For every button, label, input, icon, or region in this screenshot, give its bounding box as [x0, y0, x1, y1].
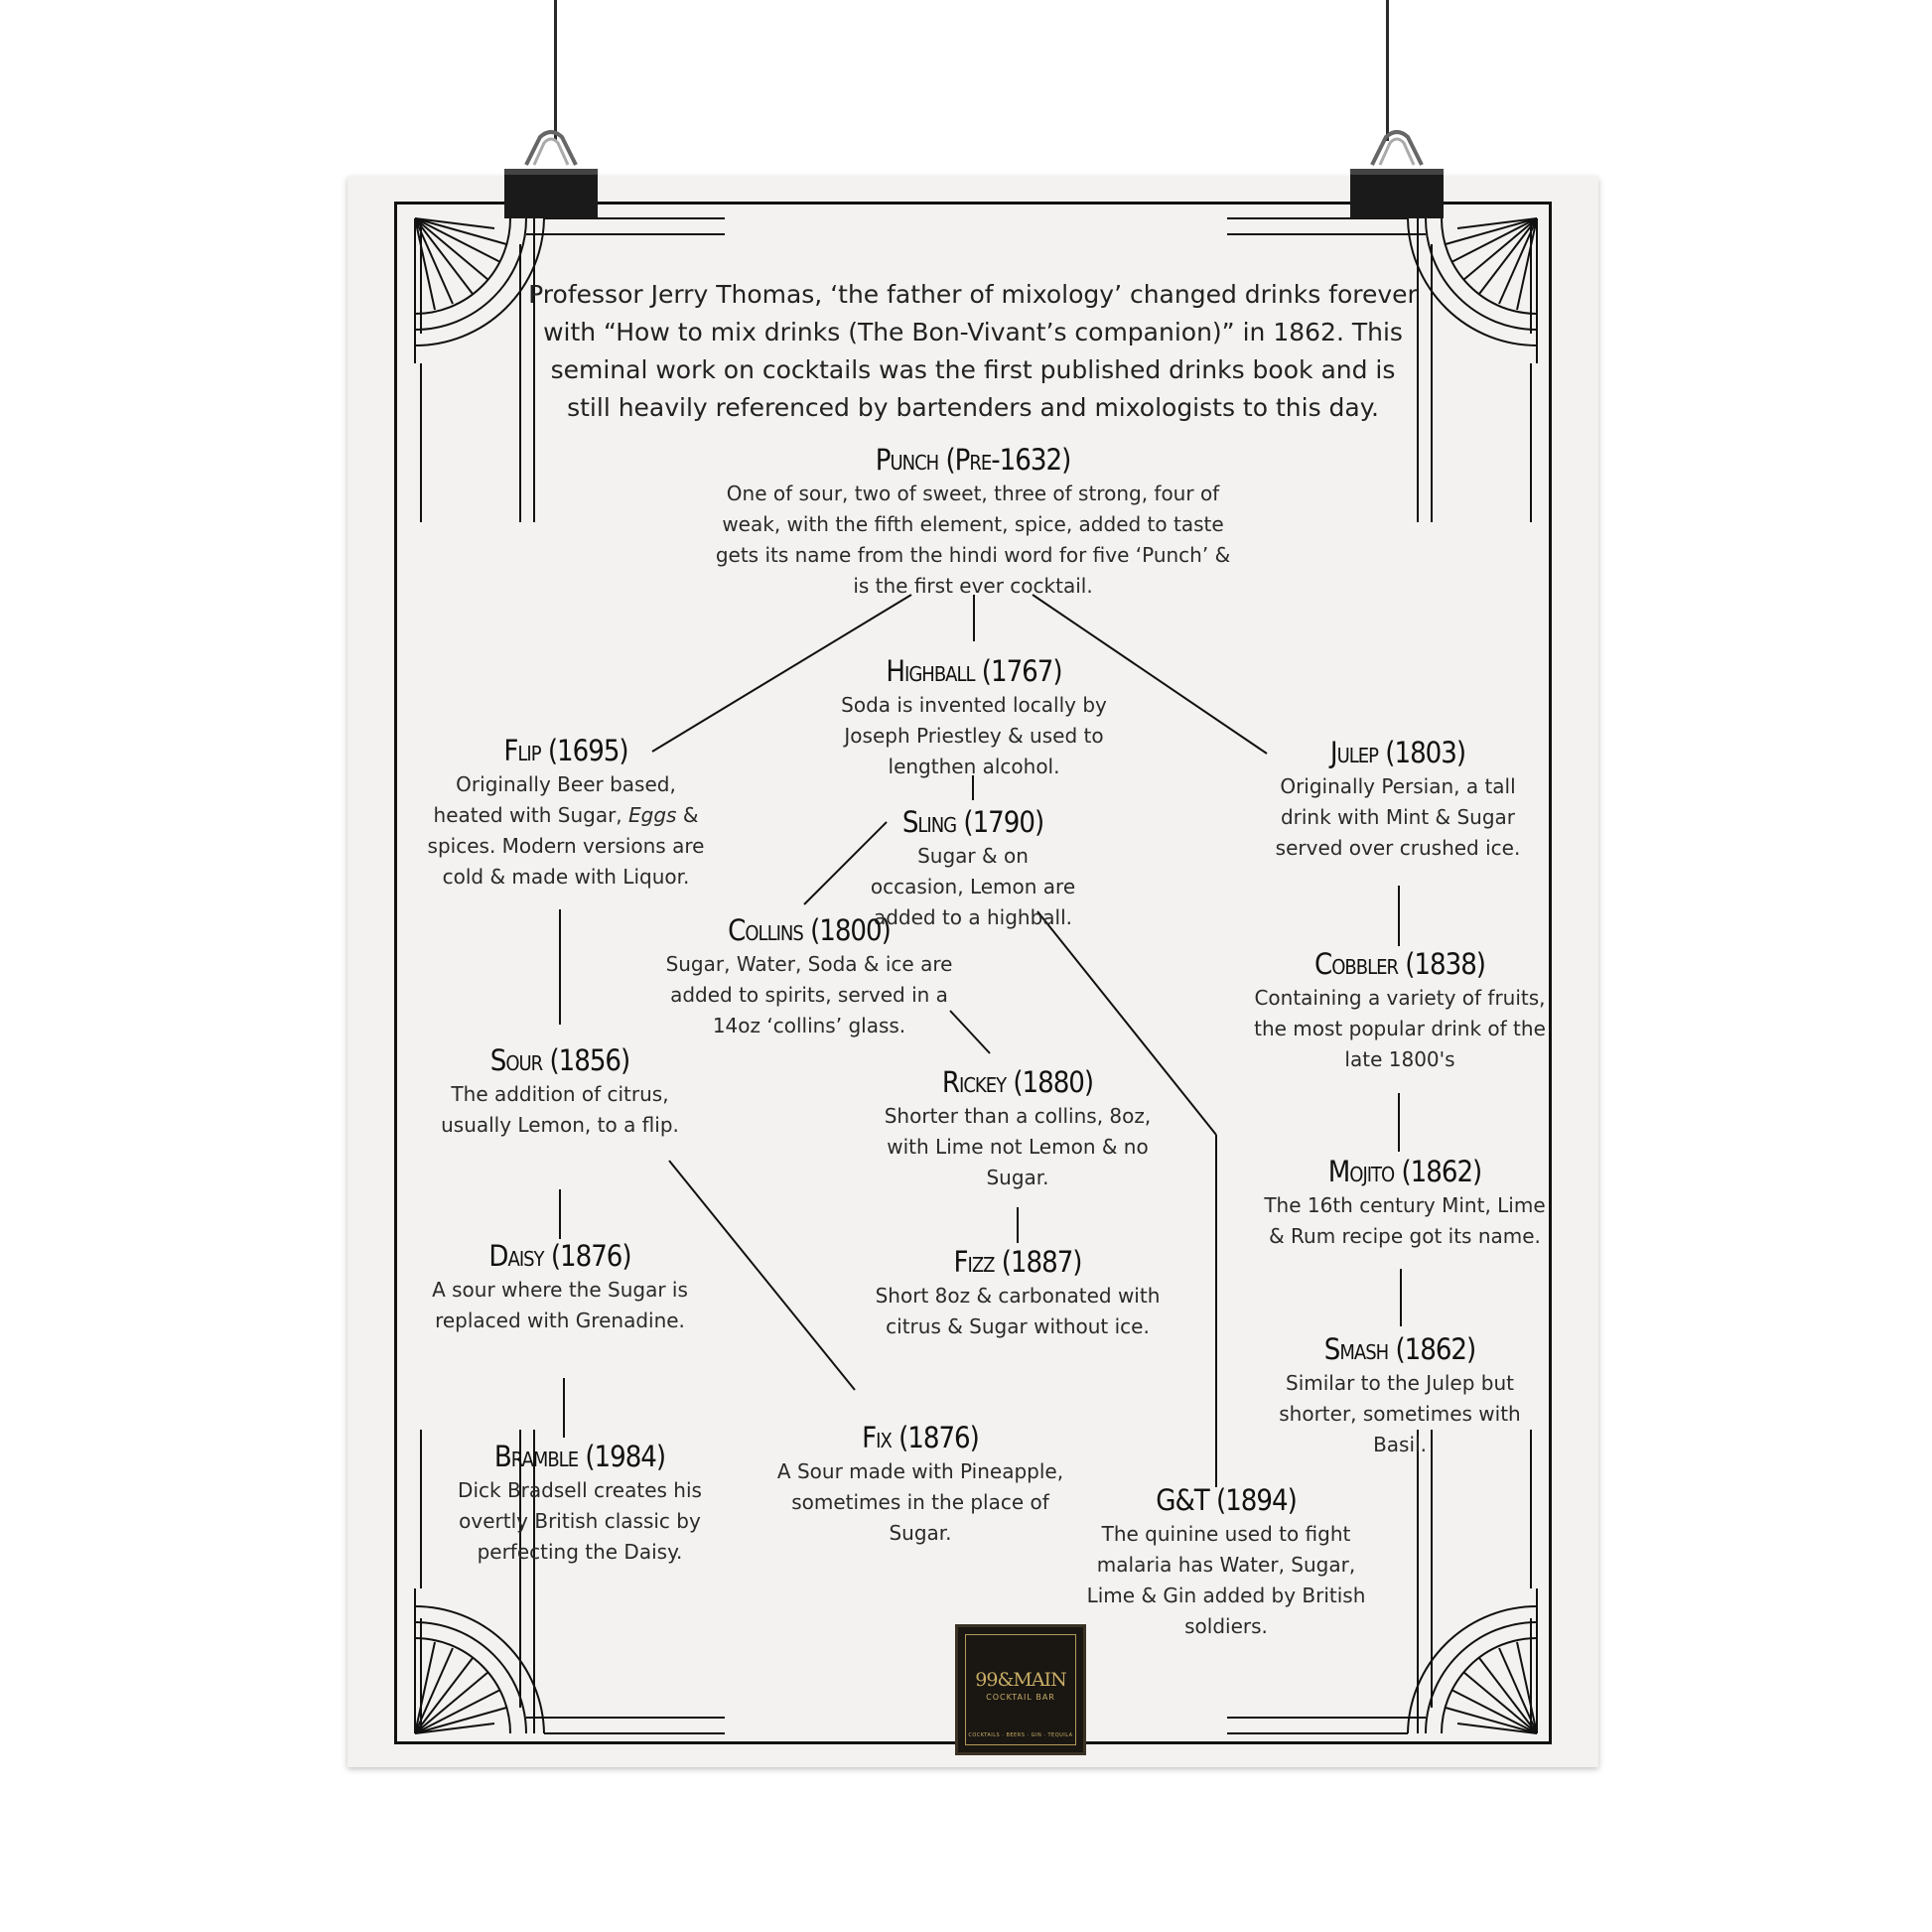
node-punch — [705, 441, 1241, 602]
intro-text: Professor Jerry Thomas, ‘the father of mixology’ changed drinks forever with “How to mix drinks (The Bon-Vivant’s companion)” in 1862. This seminal work on cocktails was the first published drinks book and is still heavily referenced by bartenders and mixologists to this day. — [528, 280, 1418, 422]
poster-frame — [394, 202, 1552, 1744]
bar-logo — [955, 1624, 1086, 1755]
node-daisy — [421, 1237, 699, 1336]
node-title: Collins (1800) — [728, 913, 891, 947]
node-description: Soda is invented locally by Joseph Priestley & used to lengthen alcohol. — [841, 693, 1107, 778]
node-title: Cobbler (1838) — [1314, 947, 1485, 981]
node-description: Shorter than a collins, 8oz, with Lime not Lemon & no Sugar. — [884, 1104, 1152, 1189]
node-description: Short 8oz & carbonated with citrus & Sugar without ice. — [875, 1284, 1161, 1338]
node-flip — [427, 732, 705, 893]
node-title: Bramble (1984) — [493, 1440, 666, 1473]
node-description: The addition of citrus, usually Lemon, to a flip. — [441, 1082, 679, 1137]
node-cobbler — [1251, 945, 1549, 1075]
node-gt — [1077, 1481, 1375, 1642]
node-bramble — [451, 1438, 709, 1568]
node-collins — [655, 911, 963, 1041]
node-title: Sour (1856) — [489, 1043, 630, 1077]
node-title: Daisy (1876) — [488, 1239, 631, 1273]
node-description: A Sour made with Pineapple, sometimes in the place of Sugar. — [776, 1459, 1064, 1545]
node-description: Sugar, Water, Soda & ice are added to spirits, served in a 14oz ‘collins’ glass. — [665, 952, 953, 1037]
node-description: Similar to the Julep but shorter, sometimes with Basil. — [1279, 1371, 1521, 1456]
node-title: G&T (1894) — [1156, 1483, 1297, 1517]
node-title: Smash (1862) — [1323, 1332, 1476, 1366]
binder-clip-left-icon — [496, 125, 606, 228]
logo-brand: 99&MAIN — [975, 1669, 1066, 1691]
hanging-wire-right — [1386, 0, 1389, 141]
logo-tagline: COCKTAILS · BEERS · GIN · TEQUILA — [968, 1732, 1073, 1738]
node-description: Originally Persian, a tall drink with Mint & Sugar served over crushed ice. — [1275, 774, 1521, 860]
node-title: Highball (1767) — [886, 654, 1062, 688]
node-description: Containing a variety of fruits, the most popular drink of the late 1800's — [1254, 986, 1546, 1071]
node-description: Dick Bradsell creates his overtly British classic by perfecting the Daisy. — [458, 1478, 702, 1564]
node-fizz — [869, 1243, 1167, 1342]
node-mojito — [1261, 1153, 1549, 1252]
node-rickey — [884, 1063, 1152, 1193]
node-smash — [1271, 1330, 1529, 1460]
logo-subtitle: COCKTAIL BAR — [986, 1693, 1055, 1702]
node-description: The quinine used to fight malaria has Water, Sugar, Lime & Gin added by British soldiers. — [1086, 1522, 1366, 1638]
poster — [347, 177, 1598, 1767]
node-title: Fix (1876) — [862, 1421, 979, 1454]
node-fix — [776, 1419, 1064, 1549]
node-description: Originally Beer based, heated with Sugar, Eggs & spices. Modern versions are cold & made with Liquor. — [427, 772, 705, 889]
node-julep — [1269, 734, 1527, 864]
node-description: One of sour, two of sweet, three of strong, four of weak, with the fifth element, spice, added to taste gets its name from the hindi word for five ‘Punch’ & is the first ever cocktail. — [715, 482, 1231, 598]
node-title: Julep (1803) — [1329, 736, 1466, 769]
node-title: Mojito (1862) — [1327, 1155, 1482, 1188]
node-description: The 16th century Mint, Lime & Rum recipe got its name. — [1264, 1193, 1546, 1248]
node-title: Punch (Pre-1632) — [875, 443, 1071, 477]
binder-clip-right-icon — [1342, 125, 1451, 228]
node-description: Sugar & on occasion, Lemon are added to a highball. — [870, 844, 1076, 929]
node-sour — [431, 1041, 689, 1141]
hanging-wire-left — [554, 0, 557, 141]
node-title: Rickey (1880) — [941, 1065, 1094, 1099]
node-highball — [815, 652, 1133, 782]
node-description: A sour where the Sugar is replaced with Grenadine. — [432, 1278, 688, 1332]
node-title: Sling (1790) — [901, 805, 1044, 839]
node-title: Flip (1695) — [503, 734, 628, 767]
node-title: Fizz (1887) — [953, 1245, 1082, 1279]
